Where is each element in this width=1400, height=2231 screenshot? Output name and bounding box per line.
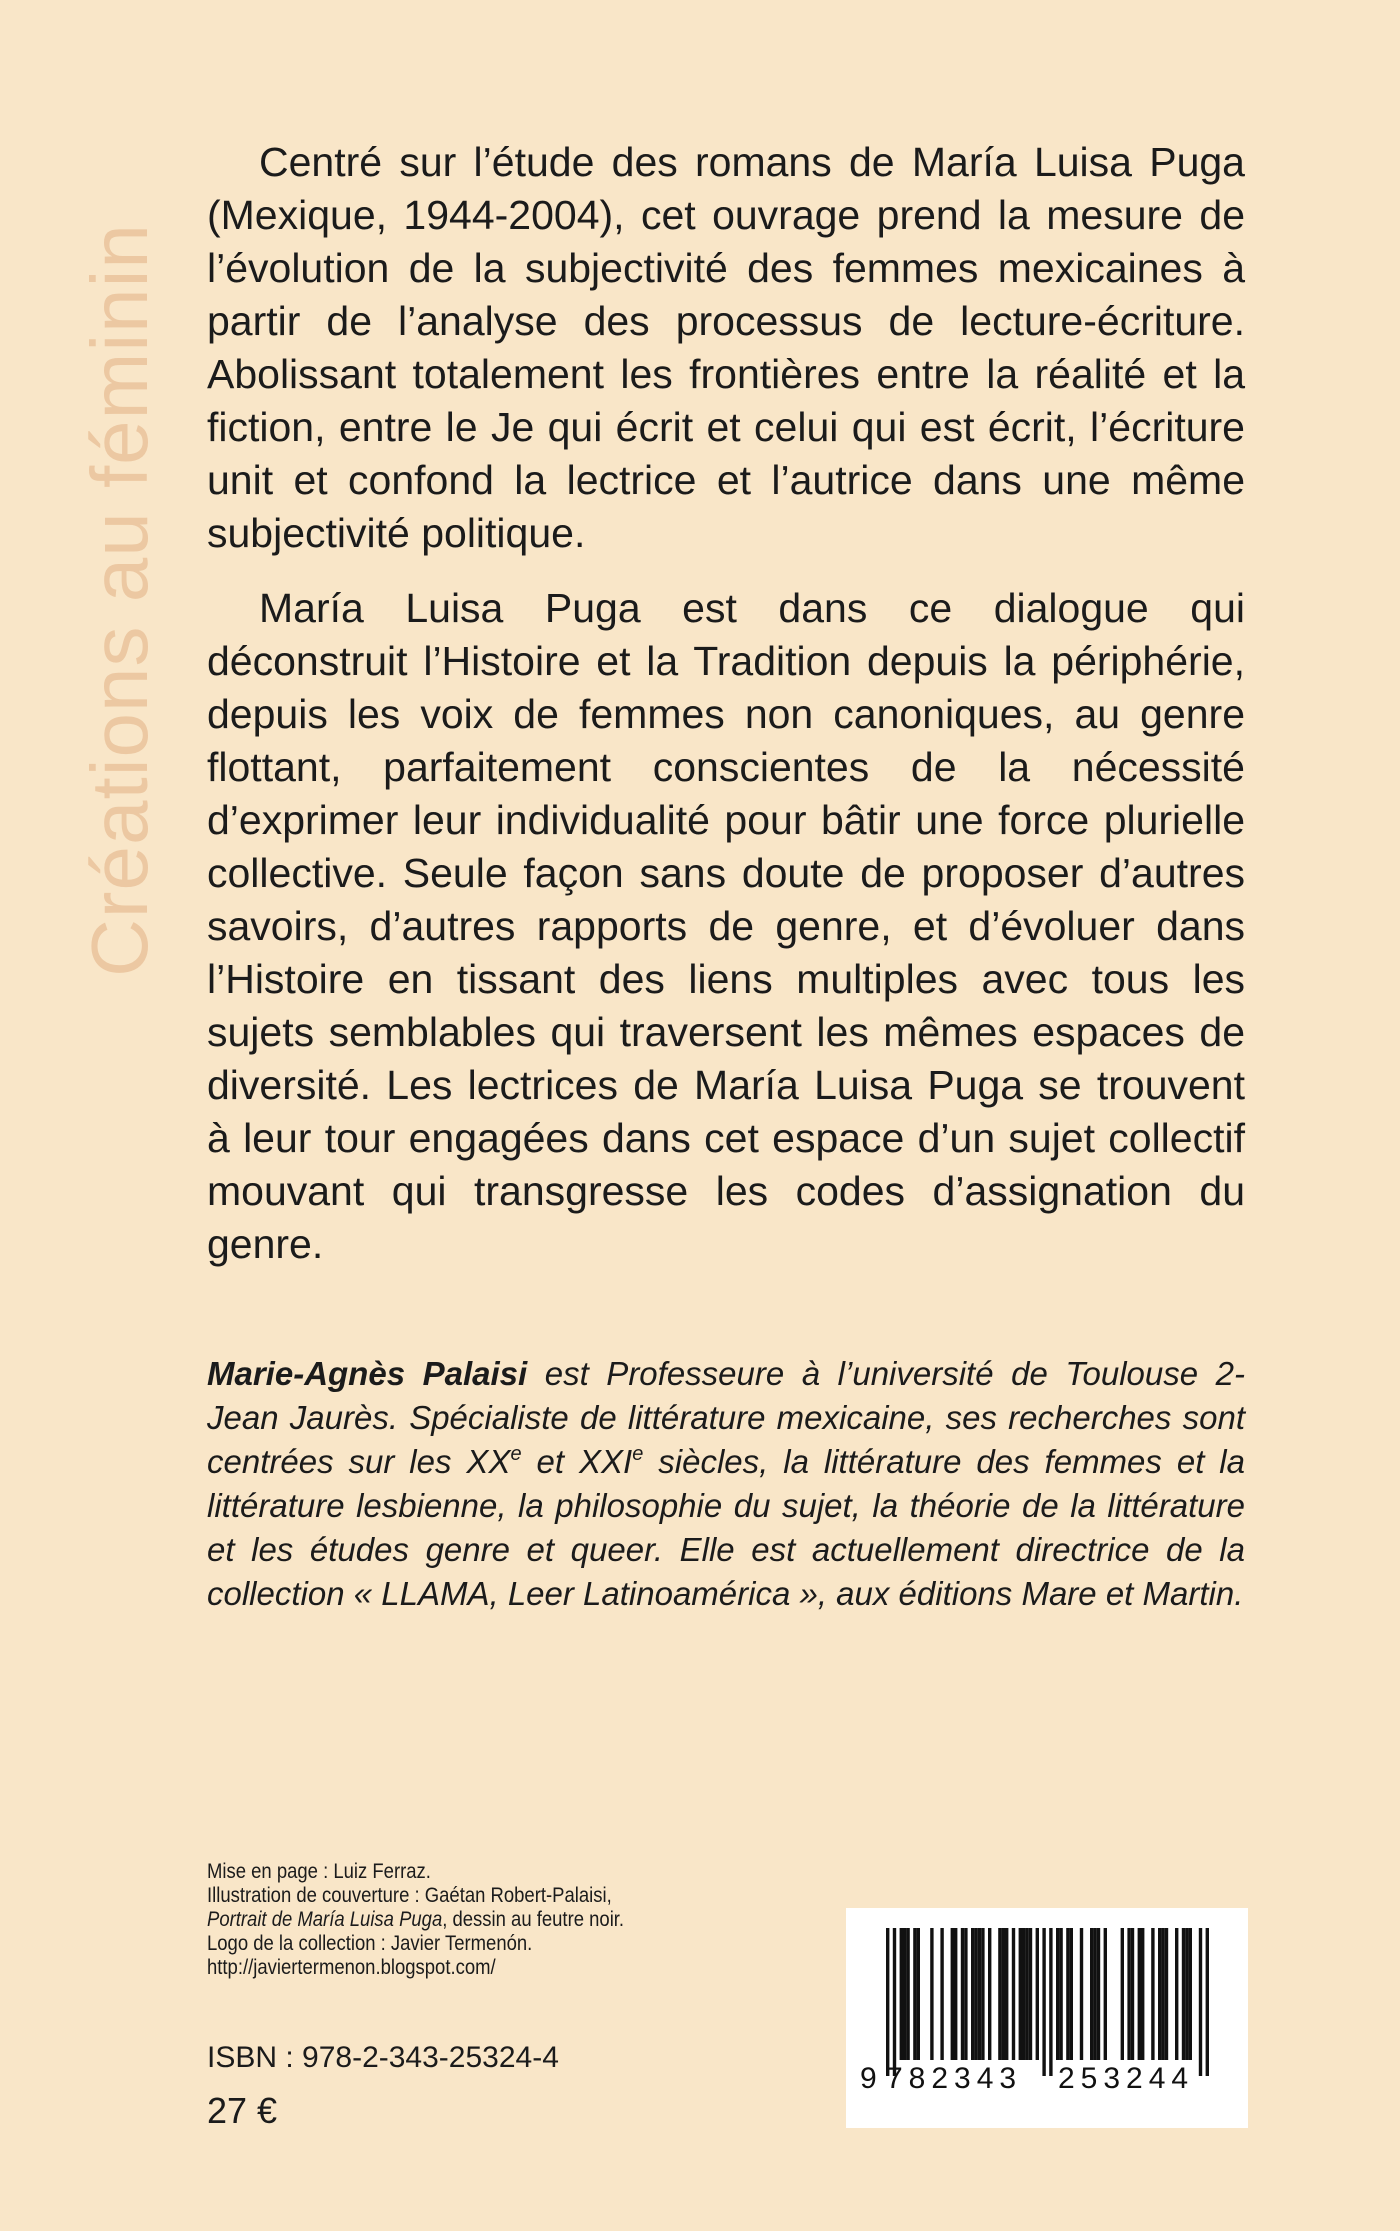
barcode-bar xyxy=(1022,1928,1025,2060)
barcode-box xyxy=(846,1908,1248,2128)
barcode-bar xyxy=(1151,1928,1154,2060)
credits-block xyxy=(207,1860,753,1980)
barcode-bar xyxy=(1080,1928,1083,2060)
barcode-bar xyxy=(893,1928,896,2076)
barcode-bars xyxy=(886,1928,1209,2076)
barcode-bar xyxy=(1127,1928,1130,2060)
barcode-bar xyxy=(981,1928,984,2060)
barcode-bar xyxy=(1056,1928,1059,2060)
barcode-bar xyxy=(1206,1928,1209,2076)
barcode-bar xyxy=(1036,1928,1039,2060)
barcode-bar xyxy=(886,1928,889,2076)
collection-title: Créations au féminin xyxy=(75,223,164,977)
barcode-bar xyxy=(1182,1928,1185,2060)
barcode-bar xyxy=(961,1928,964,2060)
barcode-bar xyxy=(1059,1928,1062,2060)
isbn: ISBN : 978-2-343-25324-4 xyxy=(207,2041,559,2074)
barcode-bar xyxy=(1121,1928,1124,2060)
barcode-bar xyxy=(1165,1928,1168,2060)
barcode-bar xyxy=(1093,1928,1096,2060)
barcode-left-group: 782343 xyxy=(886,2062,1023,2095)
credit-url: http://javiertermenon.blogspot.com/ xyxy=(207,1956,496,1979)
barcode-bar xyxy=(913,1928,916,2060)
barcode-bar xyxy=(1175,1928,1178,2060)
barcode-bar xyxy=(940,1928,943,2060)
blurb-paragraph-1: Centré sur l’étude des romans de María Luisa Puga (Mexique, 1944-2004), cet ouvrage prend la mesure de l’évolution de la subjectivité des femmes mexicaines à partir de l’analyse des processus de lecture-écriture. Abolissant totalement les frontières entre la réalité et la fiction, entre le Je qui écrit et celui qui est écrit, l’écriture unit et confond la lectrice et l’autrice dans une même subjectivité politique. xyxy=(207,139,1245,556)
blurb-paragraph-2: María Luisa Puga est dans ce dialogue qui déconstruit l’Histoire et la Tradition depuis la périphérie, depuis les voix de femmes non canoniques, au genre flottant, parfaitement conscientes de la nécessité d’exprimer leur individualité pour bâtir une force plurielle collective. Seule façon sans doute de proposer d’autres savoirs, d’autres rapports de genre, et d’évoluer dans l’Histoire en tissant des liens multiples avec tous les sujets semblables qui traversent les mêmes espaces de diversité. Les lectrices de María Luisa Puga se trouvent à leur tour engagées dans cet espace d’un sujet collectif mouvant qui transgresse les codes d’assignation du genre. xyxy=(207,585,1245,1267)
barcode-bar xyxy=(978,1928,981,2060)
barcode-bar xyxy=(903,1928,906,2060)
barcode-bar xyxy=(1141,1928,1144,2060)
barcode-bar xyxy=(1025,1928,1028,2060)
price: 27 € xyxy=(207,2090,278,2131)
barcode-bar xyxy=(1049,1928,1052,2076)
barcode-bar xyxy=(1019,1928,1022,2060)
bio-text-3: siècles, la littérature des femmes et la littérature lesbienne, la philosophie du sujet, la théorie de la littérature et les études genre et queer. Elle est actuellement directrice de la collection « LLAMA, Leer Latinoamérica », aux éditions Mare et Martin. xyxy=(207,1443,1245,1612)
barcode-right-group: 253244 xyxy=(1058,2062,1195,2095)
barcode-first-digit: 9 xyxy=(860,2062,877,2095)
bio-text-2: et XXI xyxy=(521,1443,633,1480)
barcode-bar xyxy=(906,1928,909,2060)
barcode-bar xyxy=(1066,1928,1069,2060)
barcode-bar xyxy=(900,1928,903,2060)
barcode-bar xyxy=(1199,1928,1202,2076)
credit-portrait-rest: , dessin au feutre noir. xyxy=(442,1908,625,1931)
barcode-bar xyxy=(1002,1928,1005,2060)
credit-illustration: Illustration de couverture : Gaétan Robert-Palaisi, xyxy=(207,1884,612,1907)
barcode-bar xyxy=(1158,1928,1161,2060)
barcode-bar xyxy=(930,1928,933,2060)
barcode-bar xyxy=(1012,1928,1015,2060)
barcode xyxy=(846,1908,1248,2128)
credit-portrait-title: Portrait de María Luisa Puga xyxy=(207,1908,443,1931)
barcode-bar xyxy=(1189,1928,1192,2060)
back-cover-blurb xyxy=(207,136,1245,1293)
barcode-bar xyxy=(974,1928,977,2060)
credit-logo: Logo de la collection : Javier Termenón. xyxy=(207,1932,533,1955)
barcode-bar xyxy=(1029,1928,1032,2060)
barcode-bar xyxy=(1104,1928,1107,2060)
barcode-bar xyxy=(1005,1928,1008,2060)
barcode-bar xyxy=(1042,1928,1045,2076)
bio-superscript-1: e xyxy=(510,1443,522,1465)
author-bio xyxy=(207,1352,1245,1616)
barcode-bar xyxy=(1185,1928,1188,2060)
barcode-bar xyxy=(1070,1928,1073,2060)
barcode-bar xyxy=(998,1928,1001,2060)
barcode-bar xyxy=(917,1928,920,2060)
barcode-bar xyxy=(988,1928,991,2060)
barcode-bar xyxy=(1090,1928,1093,2060)
barcode-bar xyxy=(954,1928,957,2060)
credit-portrait xyxy=(207,1908,753,1932)
barcode-bar xyxy=(964,1928,967,2060)
barcode-bar xyxy=(1161,1928,1164,2060)
credit-layout: Mise en page : Luiz Ferraz. xyxy=(207,1860,431,1883)
bio-text-1: est Professeure à l’université de Toulouse 2-Jean Jaurès. Spécialiste de littérature mexicaine, ses recherches sont centrées sur les XX xyxy=(207,1355,1245,1480)
barcode-bar xyxy=(1131,1928,1134,2060)
bio-superscript-2: e xyxy=(632,1443,644,1465)
barcode-bar xyxy=(951,1928,954,2060)
barcode-bar xyxy=(1138,1928,1141,2060)
barcode-bar xyxy=(971,1928,974,2060)
barcode-bar xyxy=(1097,1928,1100,2060)
author-name: Marie-Agnès Palaisi xyxy=(207,1355,528,1392)
